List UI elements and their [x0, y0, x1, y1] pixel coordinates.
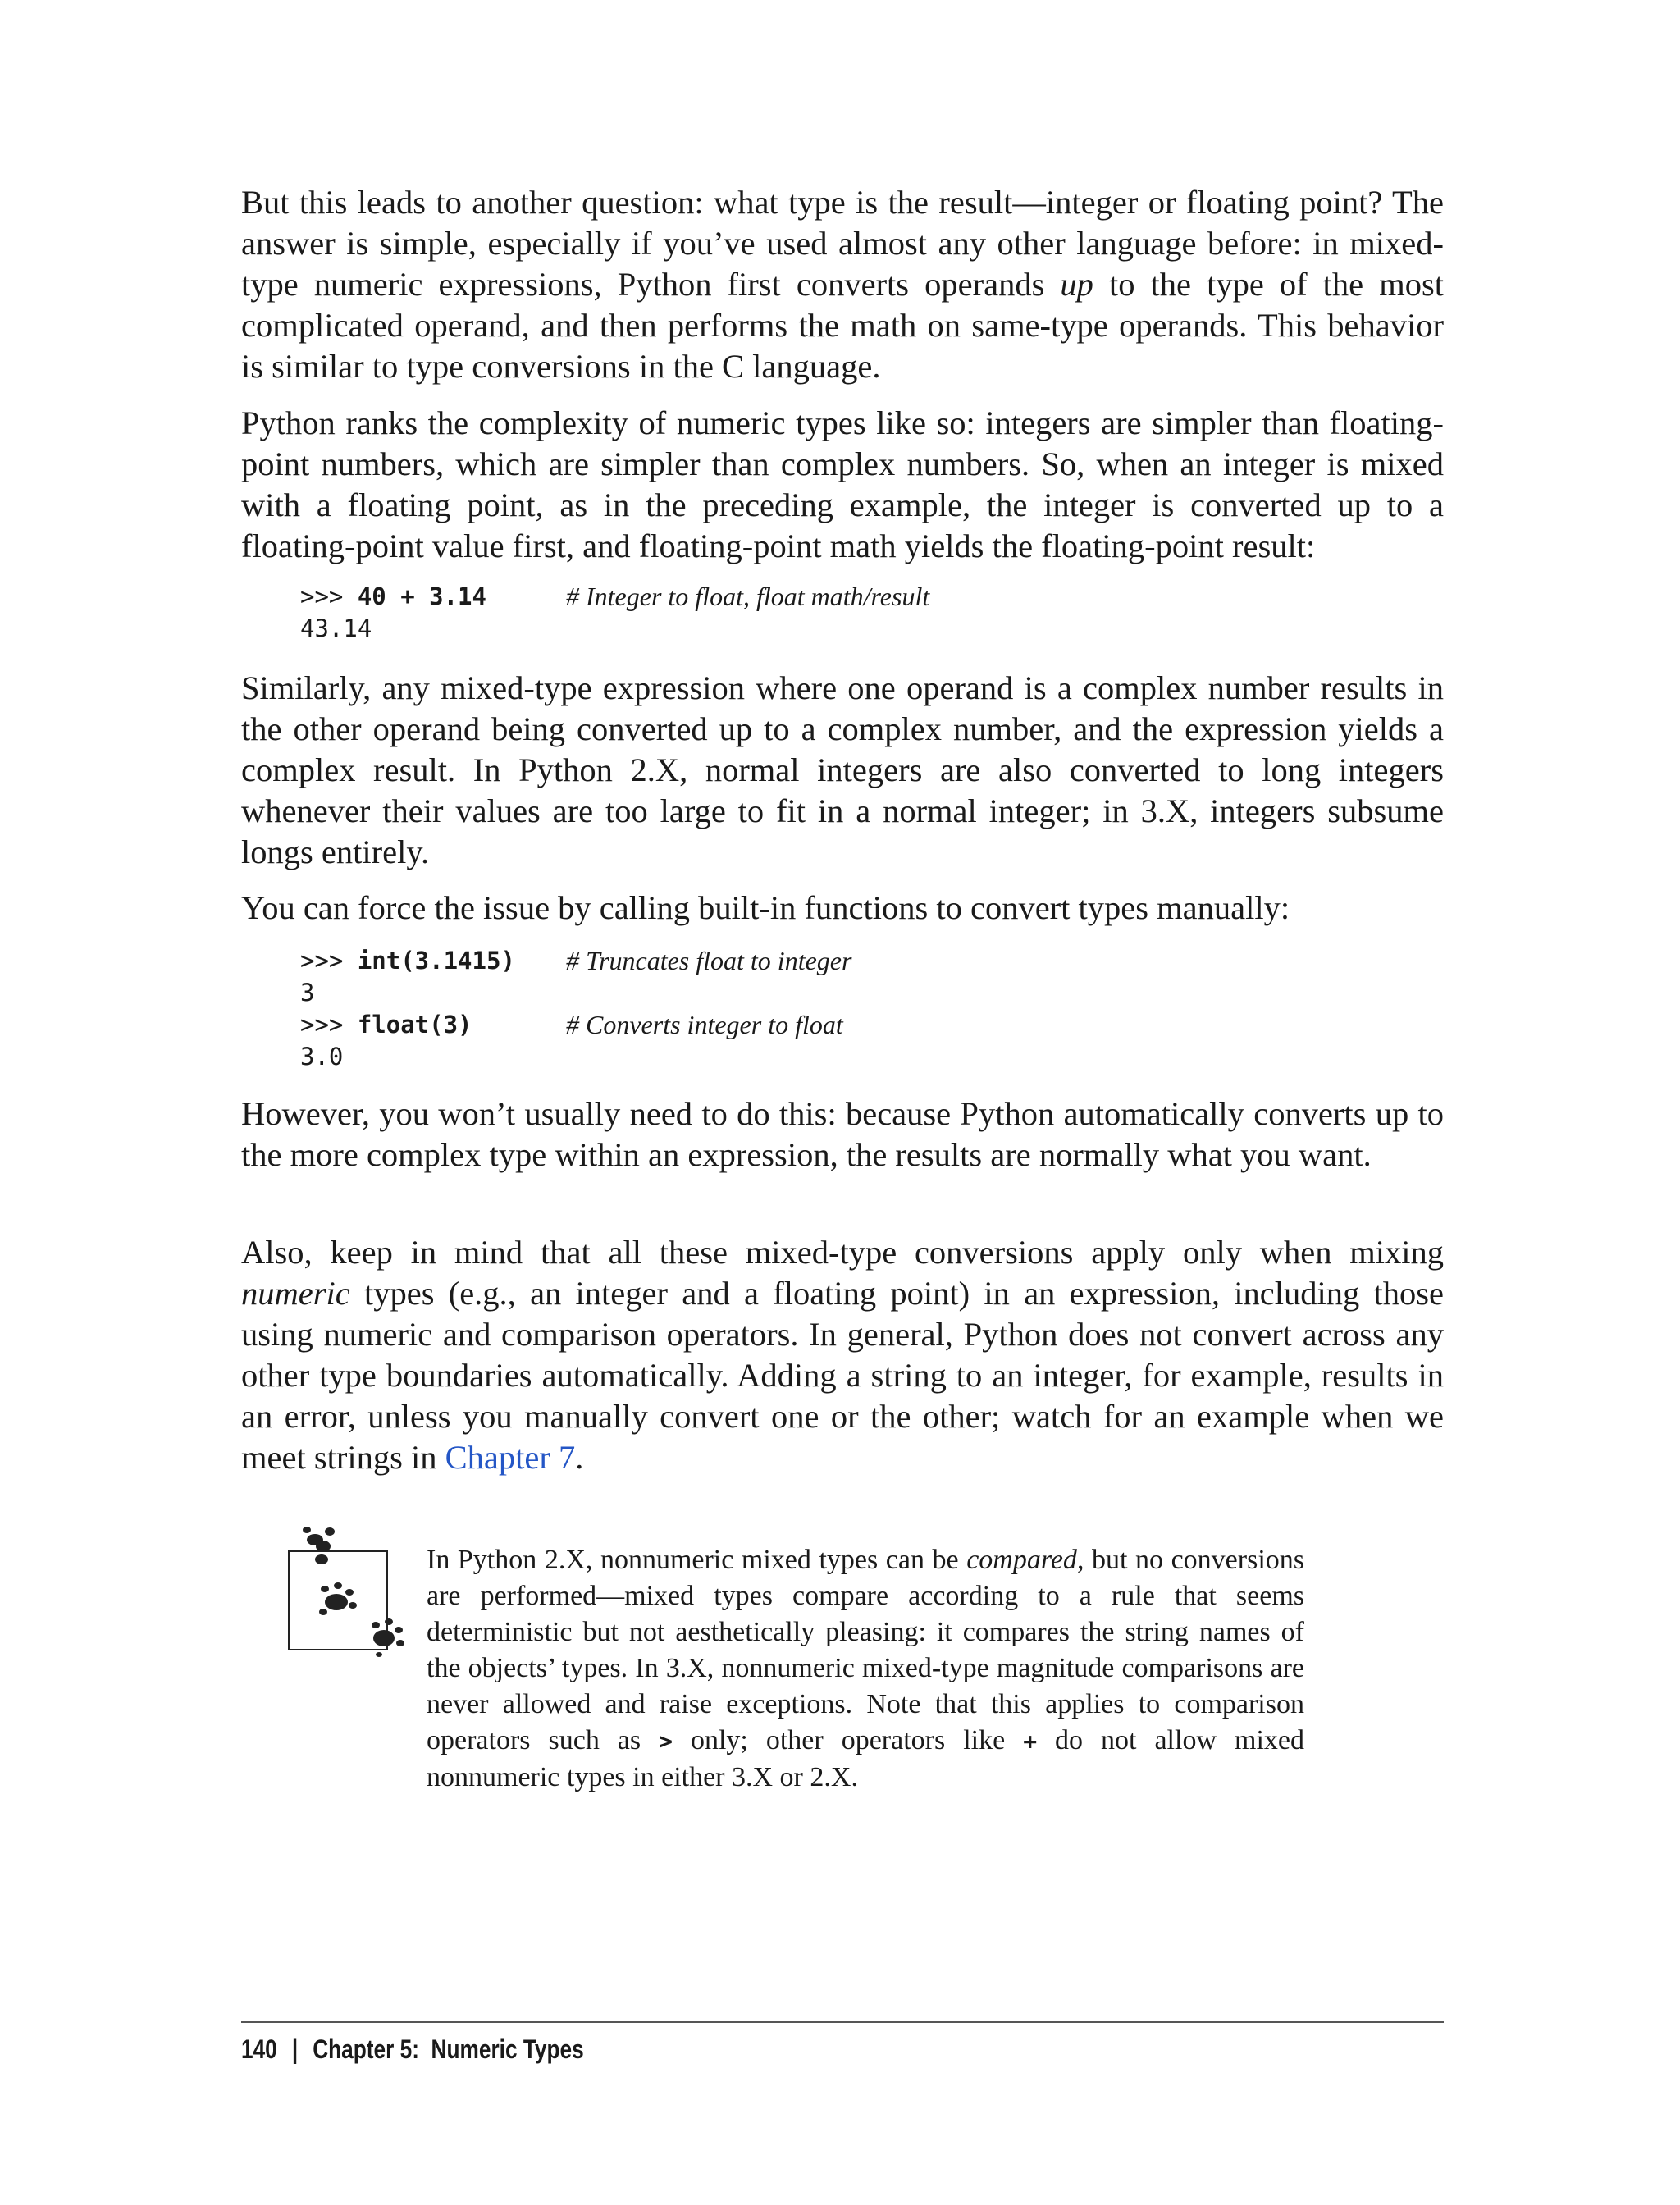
footer-divider — [241, 2021, 1444, 2023]
code-line — [300, 581, 930, 613]
operator-plus: + — [1023, 1728, 1038, 1755]
note-text-segment: In Python 2.X, nonnumeric mixed types can be — [427, 1545, 967, 1575]
chapter-7-link[interactable]: Chapter 7 — [445, 1439, 576, 1476]
chapter-title: Chapter 5: Numeric Types — [313, 2034, 584, 2064]
code-output: 3.0 — [300, 1043, 344, 1071]
code-comment: # Integer to float, float math/result — [566, 582, 930, 611]
footer-separator: | — [291, 2034, 299, 2064]
code-command: int(3.1415) — [357, 947, 515, 975]
paragraph-type-ranking: Python ranks the complexity of numeric types like so: integers are simpler than floating-point numbers, which are simpler than complex numbers. So, when an integer is mixed with a floating point, as in the preceding example, the integer is converted up to a floating-point value first, and floating-point math yields the floating-point result: — [241, 404, 1444, 564]
code-command: float(3) — [357, 1011, 472, 1039]
code-line — [300, 945, 852, 977]
paragraph-automatic-conversion: However, you won’t usually need to do this: because Python automatically converts up to the more complex type within an expression, the results are normally what you want. — [241, 1095, 1444, 1173]
raccoon-tracks-icon — [287, 1522, 410, 1669]
operator-greater-than: > — [659, 1728, 673, 1755]
emphasis-text: compared — [966, 1545, 1077, 1575]
paragraph-numeric-only — [241, 1232, 1444, 1478]
paragraph-text: to the type of the most complicated operand, and then performs the math on same-type operands. This behavior is similar to type conversions in the C language. — [241, 266, 1444, 385]
paragraph-text: . — [575, 1439, 584, 1476]
note-text-segment: , but no conversions are performed—mixed types compare according to a rule that seems deterministic but not aesthetically pleasing: it compares the string names of the objects’ types. In 3.X, nonnumeric mixed-type magnitude comparisons are never allowed and raise exceptions. Note that this applies to comparison operators such as — [427, 1545, 1305, 1755]
paragraph-force-conversion: You can force the issue by calling built-in functions to convert types manually: — [241, 889, 1290, 926]
code-line — [300, 1009, 843, 1041]
emphasis-text: numeric — [241, 1275, 350, 1312]
paragraph-text: But this leads to another question: what type is the result—integer or floating point? The answer is simple, especially if you’ve used almost any other language before: in mixed-type numeric expressions, Python first converts operands — [241, 184, 1444, 303]
code-prompt: >>> — [300, 582, 358, 610]
emphasis-text: up — [1060, 266, 1093, 303]
code-example-mixed-add — [300, 581, 930, 645]
code-output: 3 — [300, 979, 315, 1007]
code-command: 40 + 3.14 — [357, 582, 486, 610]
paragraph-text: types (e.g., an integer and a floating point) in an expression, including those using numeric and comparison operators. In general, Python does not convert across any other type boundaries automatically. Adding a string to an integer, for example, results in an error, unless you manually convert one or the other; watch for an example when we meet strings in — [241, 1275, 1444, 1476]
code-prompt: >>> — [300, 1011, 358, 1039]
paragraph-text: Also, keep in mind that all these mixed-type conversions apply only when mixing — [241, 1234, 1444, 1271]
page-footer — [241, 2033, 584, 2066]
code-comment: # Converts integer to float — [566, 1010, 843, 1039]
code-example-conversions — [300, 945, 852, 1073]
note-text-segment: do not allow mixed nonnumeric types in either 3.X or 2.X. — [427, 1725, 1304, 1792]
page-number: 140 — [241, 2034, 277, 2064]
code-comment: # Truncates float to integer — [566, 946, 852, 975]
code-output: 43.14 — [300, 614, 372, 642]
note-text-segment: only; other operators like — [672, 1725, 1024, 1755]
paragraph-complex-conversion: Similarly, any mixed-type expression where one operand is a complex number results in the other operand being converted up to a complex number, and the expression yields a complex result. In Python 2.X, normal integers are also converted to long integers whenever their values are too large to fit in a normal integer; in 3.X, integers subsume longs entirely. — [241, 669, 1444, 870]
paragraph-result-type — [241, 182, 1444, 387]
code-prompt: >>> — [300, 947, 358, 975]
note-text — [427, 1542, 1304, 1796]
